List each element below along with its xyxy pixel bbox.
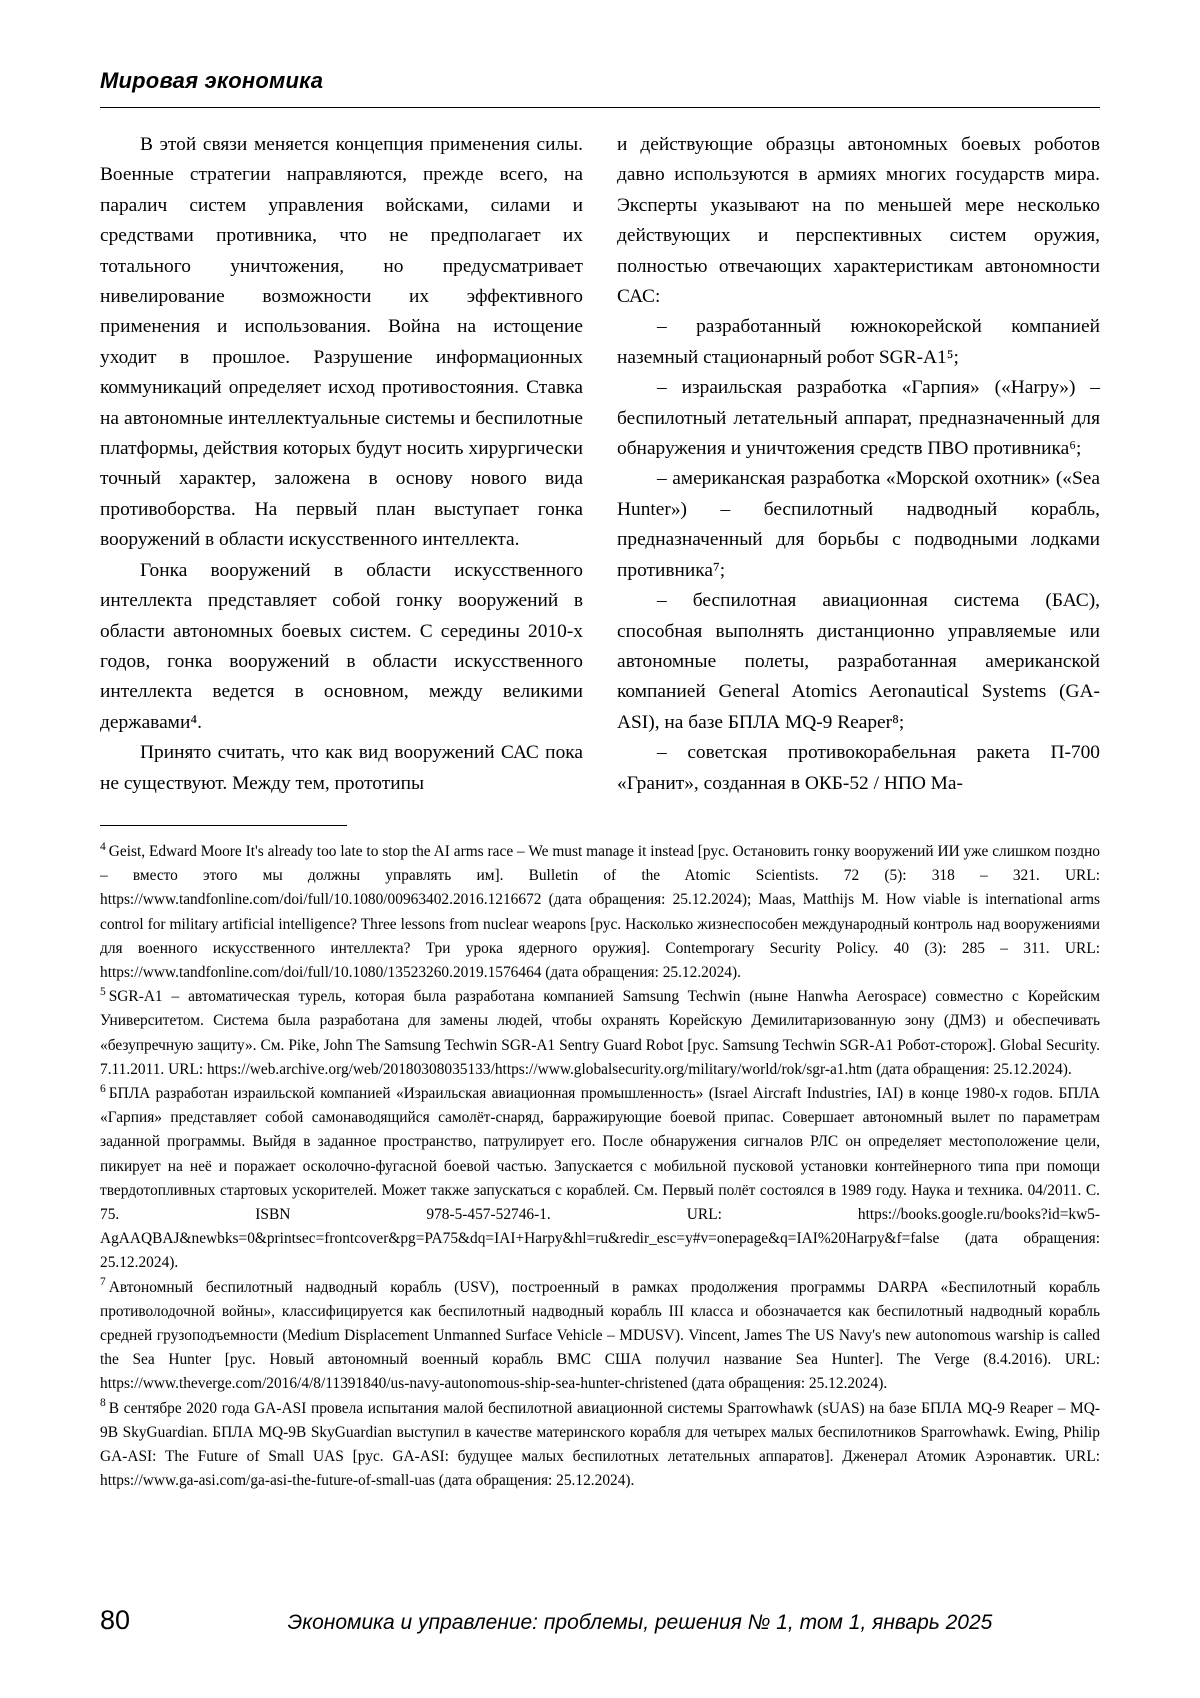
footnotes-section	[100, 825, 1100, 1493]
list-item: – американская разработка «Морской охотник» («Sea Hunter») – беспилотный надводный корабль, предназначенный для борьбы с подводными лодками противника⁷;	[617, 468, 1100, 581]
footnote-text: Geist, Edward Moore It's already too late to stop the AI arms race – We must manage it instead [рус. Остановить гонку вооружений ИИ уже слишком поздно – вместо этого мы должны управлять им]. Bulletin of the Atomic Scientists. 72 (5): 318 – 321. URL: https://www.tandfonline.com/doi/full/10.1080/00963402.2016.1216672 (дата обращения: 25.12.2024); Maas, Matthijs M. How viable is international arms control for military artificial intelligence? Three lessons from nuclear weapons [рус. Насколько жизнеспособен международный контроль над вооружениями для военного искусственного интеллекта? Три урока ядерного оружия]. Contemporary Security Policy. 40 (3): 285 – 311. URL: https://www.tandfonline.com/doi/full/10.1080/13523260.2019.1576464 (дата обращения: 25.12.2024).	[100, 842, 1100, 981]
footnote-number: 8	[100, 1397, 106, 1410]
footnote-number: 7	[100, 1276, 106, 1289]
page-footer	[100, 1605, 1100, 1636]
body-columns	[100, 130, 1100, 799]
list-item: – советская противокорабельная ракета П-700 «Гранит», созданная в ОКБ-52 / НПО Ма-	[617, 742, 1100, 794]
footnote	[100, 1276, 1100, 1397]
footnote	[100, 1082, 1100, 1276]
footnote-divider	[100, 825, 347, 826]
journal-issue-line: Экономика и управление: проблемы, решения № 1, том 1, январь 2025	[287, 1611, 993, 1634]
running-head: Мировая экономика	[100, 68, 324, 93]
footnote-number: 5	[100, 986, 106, 999]
footnote	[100, 1397, 1100, 1494]
list-item: – беспилотная авиационная система (БАС), способная выполнять дистанционно управляемые или автономные полеты, разработанная американской компанией General Atomics Aeronautical Systems (GA-ASI), на базе БПЛА MQ-9 Reaper⁸;	[617, 590, 1100, 733]
footnote-text: SGR-A1 – автоматическая турель, которая была разработана компанией Samsung Techwin (ныне Hanwha Aerospace) совместно с Корейским Университетом. Система была разработана для замены людей, чтобы охранять Корейскую Демилитаризованную зону (ДМЗ) и обеспечивать «безупречную защиту». См. Pike, John The Samsung Techwin SGR-A1 Sentry Guard Robot [рус. Samsung Techwin SGR-A1 Робот-сторож]. Global Security. 7.11.2011. URL: https://web.archive.org/web/20180308035133/https://www.globalsecurity.org/military/world/rok/sgr-a1.htm (дата обращения: 25.12.2024).	[100, 988, 1100, 1078]
footnote-text: В сентябре 2020 года GA-ASI провела испытания малой беспилотной авиационной системы Sparrowhawk (sUAS) на базе БПЛА MQ-9 Reaper – MQ-9B SkyGuardian. БПЛА MQ-9B SkyGuardian выступил в качестве материнского корабля для четырех малых беспилотников Sparrowhawk. Ewing, Philip GA-ASI: The Future of Small UAS [рус. GA-ASI: будущее малых беспилотных летательных аппаратов]. Дженерал Атомик Аэронавтик. URL: https://www.ga-asi.com/ga-asi-the-future-of-small-uas (дата обращения: 25.12.2024).	[100, 1399, 1100, 1490]
footnote-text: БПЛА разработан израильской компанией «Израильская авиационная промышленность» (Israel Aircraft Industries, IAI) в конце 1980-х годов. БПЛА «Гарпия» представляет собой самонаводящийся самолёт-снаряд, барражирующие боевой припас. Совершает автономный вылет по параметрам заданной программы. Выйдя в заданное пространство, патрулирует его. После обнаружения сигналов РЛС он определяет местоположение цели, пикирует на неё и поражает осколочно-фугасной боевой частью. Запускается с мобильной пусковой установки контейнерного типа при помощи твердотопливных стартовых ускорителей. Может также запускаться с кораблей. См. Первый полёт состоялся в 1989 году. Наука и техника. 04/2011. С. 75. ISBN 978-5-457-52746-1. URL: https://books.google.ru/books?id=kw5-AgAAQBAJ&newbks=0&printsec=frontcover&pg=PA75&dq=IAI+Harpy&hl=ru&redir_esc=y#v=onepage&q=IAI%20Harpy&f=false (дата обращения: 25.12.2024).	[100, 1084, 1100, 1272]
left-column	[100, 130, 583, 799]
footnote-number: 6	[100, 1082, 106, 1095]
footnote	[100, 985, 1100, 1082]
paragraph: Принято считать, что как вид вооружений САС пока не существуют. Между тем, прототипы	[100, 742, 583, 794]
paragraph: В этой связи меняется концепция применения силы. Военные стратегии направляются, прежде всего, на паралич систем управления войсками, силами и средствами противника, что не предполагает их тотального уничтожения, но предусматривает нивелирование возможности их эффективного применения и использования. Война на истощение уходит в прошлое. Разрушение информационных коммуникаций определяет исход противостояния. Ставка на автономные интеллектуальные системы и беспилотные платформы, действия которых будут носить хирургически точный характер, заложена в основу нового вида противоборства. На первый план выступает гонка вооружений в области искусственного интеллекта.	[100, 134, 583, 551]
list-item: – израильская разработка «Гарпия» («Harpy») – беспилотный летательный аппарат, предназначенный для обнаружения и уничтожения средств ПВО противника⁶;	[617, 377, 1100, 460]
footnote-text: Автономный беспилотный надводный корабль (USV), построенный в рамках продолжения программы DARPA «Беспилотный корабль противолодочной войны», классифицируется как беспилотный надводный корабль III класса и обозначается как беспилотный надводный корабль средней грузоподъемности (Medium Displacement Unmanned Surface Vehicle – MDUSV). Vincent, James The US Navy's new autonomous warship is called the Sea Hunter [рус. Новый автономный военный корабль ВМС США получил название Sea Hunter]. The Verge (8.4.2016). URL: https://www.theverge.com/2016/4/8/11391840/us-navy-autonomous-ship-sea-hunter-christened (дата обращения: 25.12.2024).	[100, 1278, 1100, 1393]
footnote-number: 4	[100, 840, 106, 853]
paragraph: Гонка вооружений в области искусственного интеллекта представляет собой гонку вооружений в области автономных боевых систем. С середины 2010-х годов, гонка вооружений в области искусственного интеллекта ведется в основном, между великими державами⁴.	[100, 559, 583, 733]
header-divider	[100, 107, 1100, 108]
footnote	[100, 840, 1100, 985]
page-number: 80	[100, 1605, 131, 1635]
right-column	[617, 130, 1100, 799]
list-item: – разработанный южнокорейской компанией наземный стационарный робот SGR-A1⁵;	[617, 316, 1100, 368]
paragraph: и действующие образцы автономных боевых роботов давно используются в армиях многих государств мира. Эксперты указывают на по меньшей мере несколько действующих и перспективных систем оружия, полностью отвечающих характеристикам автономности САС:	[617, 134, 1100, 308]
footnotes-list	[100, 840, 1100, 1493]
